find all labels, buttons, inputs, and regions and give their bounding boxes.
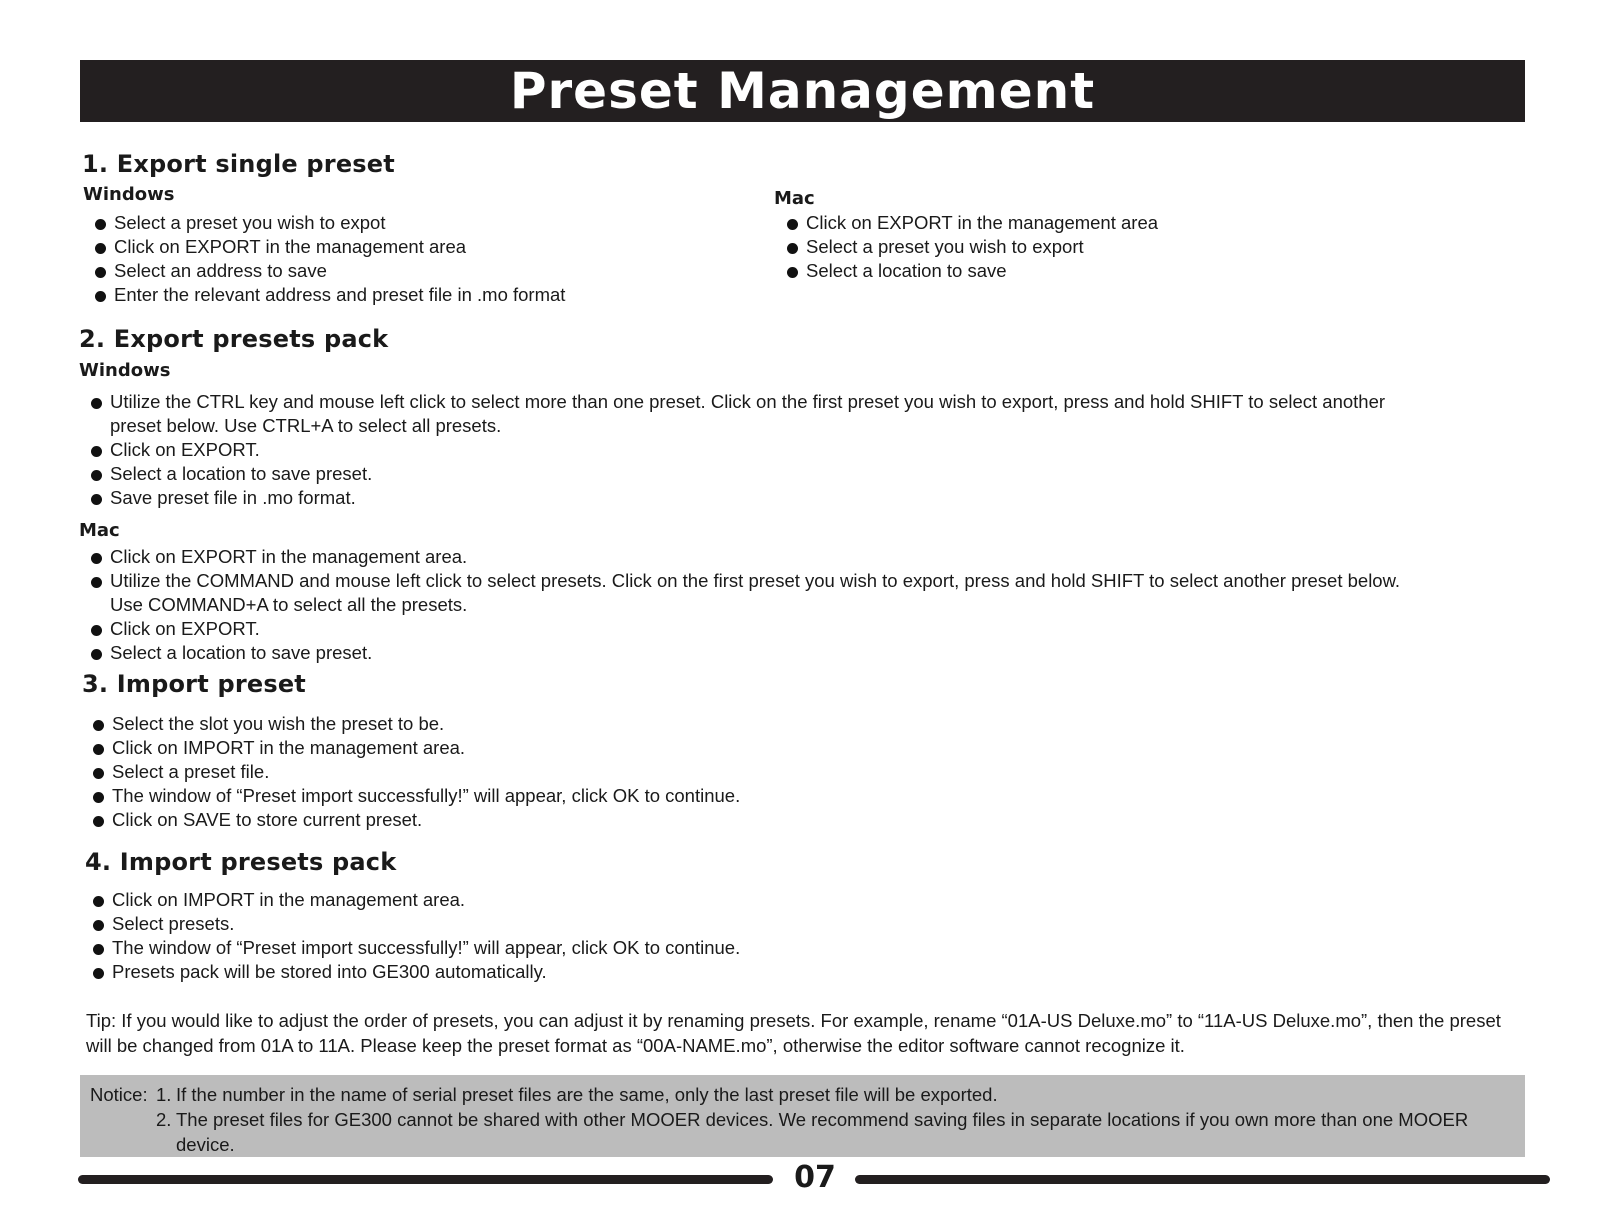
notice-number: 1. [156, 1084, 172, 1105]
list-item: The window of “Preset import successfully!” will appear, click OK to continue. [90, 784, 990, 808]
list-item: Click on IMPORT in the management area. [90, 736, 990, 760]
section-2-windows-label: Windows [79, 360, 171, 381]
list-item: Select a location to save preset. [88, 641, 1418, 665]
notice-text: The preset files for GE300 cannot be shared with other MOOER devices. We recommend saving files in separate locations if you own more than one MOOER device. [176, 1109, 1469, 1155]
section-2-heading: 2. Export presets pack [79, 325, 389, 353]
notice-text: If the number in the name of serial preset files are the same, only the last preset file will be exported. [176, 1084, 998, 1105]
section-3-heading: 3. Import preset [82, 670, 306, 698]
list-item: Click on EXPORT. [88, 617, 1418, 641]
section-4-heading: 4. Import presets pack [85, 848, 397, 876]
section-1-windows-list [92, 211, 732, 307]
list-item: Select the slot you wish the preset to be. [90, 712, 990, 736]
notice-label: Notice: [90, 1084, 148, 1105]
tip-text: Tip: If you would like to adjust the order of presets, you can adjust it by renaming presets. For example, rename “01A-US Deluxe.mo” to “11A-US Deluxe.mo”, then the preset will be changed from 01A to 11A. Please keep the preset format as “00A-NAME.mo”, otherwise the editor software cannot recognize it. [86, 1010, 1501, 1056]
list-item: Click on EXPORT in the management area. [88, 545, 1418, 569]
list-item: Enter the relevant address and preset file in .mo format [92, 283, 732, 307]
list-item: The window of “Preset import successfully!” will appear, click OK to continue. [90, 936, 990, 960]
section-2-windows-list [88, 390, 1428, 510]
section-1-heading: 1. Export single preset [82, 150, 395, 178]
list-item: Select an address to save [92, 259, 732, 283]
notice-number: 2. [156, 1109, 172, 1130]
footer-divider-right [855, 1175, 1550, 1184]
section-2-mac-label: Mac [79, 520, 120, 541]
list-item: Click on SAVE to store current preset. [90, 808, 990, 832]
list-item: Utilize the CTRL key and mouse left click to select more than one preset. Click on the first preset you wish to export, press and hold SHIFT to select another preset below. Use CTRL+A to select all presets. [88, 390, 1428, 438]
list-item: Utilize the COMMAND and mouse left click to select presets. Click on the first preset you wish to export, press and hold SHIFT to select another preset below. Use COMMAND+A to select all the presets. [88, 569, 1418, 617]
page-title: Preset Management [80, 60, 1525, 122]
section-2-mac-list [88, 545, 1418, 665]
list-item: Select presets. [90, 912, 990, 936]
list-item: Select a location to save [784, 259, 1484, 283]
footer-divider-left [78, 1175, 773, 1184]
section-1-mac-list [784, 211, 1484, 283]
list-item: Save preset file in .mo format. [88, 486, 1428, 510]
list-item: Select a preset file. [90, 760, 990, 784]
section-3-list [90, 712, 990, 832]
section-1-mac-label: Mac [774, 188, 815, 209]
list-item: Click on EXPORT. [88, 438, 1428, 462]
list-item: Presets pack will be stored into GE300 automatically. [90, 960, 990, 984]
list-item: Click on EXPORT in the management area [92, 235, 732, 259]
page-number: 07 [794, 1160, 836, 1195]
list-item: Click on EXPORT in the management area [784, 211, 1484, 235]
list-item: Click on IMPORT in the management area. [90, 888, 990, 912]
notice-box [80, 1075, 1525, 1157]
list-item: Select a location to save preset. [88, 462, 1428, 486]
list-item: Select a preset you wish to expot [92, 211, 732, 235]
section-1-windows-label: Windows [83, 184, 175, 205]
section-4-list [90, 888, 990, 984]
list-item: Select a preset you wish to export [784, 235, 1484, 259]
